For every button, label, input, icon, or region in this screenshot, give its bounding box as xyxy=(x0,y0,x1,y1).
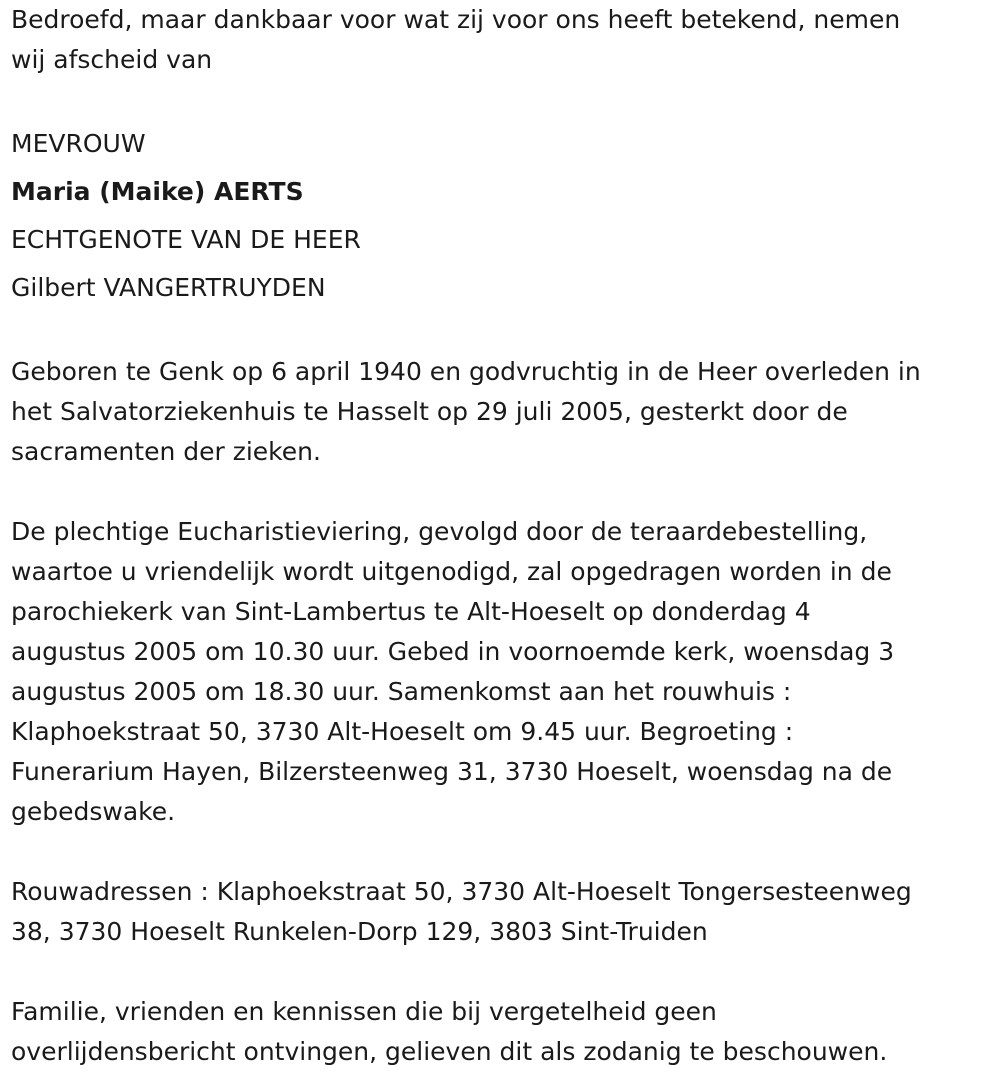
addresses-line: Rouwadressen : Klaphoekstraat 50, 3730 Alt-Hoeselt Tongersesteenweg xyxy=(11,877,912,906)
closing-paragraph xyxy=(11,992,991,1072)
birth-death-line: Geboren te Genk op 6 april 1940 en godvruchtig in de Heer overleden in xyxy=(11,357,921,386)
intro-line: wij afscheid van xyxy=(11,45,213,74)
spouse-name: Gilbert VANGERTRUYDEN xyxy=(11,273,326,302)
ceremony-line: parochiekerk van Sint-Lambertus te Alt-Hoeselt op donderdag 4 xyxy=(11,597,811,626)
paragraph-spacer xyxy=(11,312,991,352)
paragraph-spacer xyxy=(11,952,991,992)
ceremony-line: augustus 2005 om 18.30 uur. Samenkomst aan het rouwhuis : xyxy=(11,677,792,706)
closing-line: overlijdensbericht ontvingen, gelieven dit als zodanig te beschouwen. xyxy=(11,1037,888,1066)
paragraph-spacer xyxy=(11,832,991,872)
spouse-title: ECHTGENOTE VAN DE HEER xyxy=(11,225,361,254)
paragraph-spacer xyxy=(11,472,991,512)
obituary-document xyxy=(11,0,991,1072)
birth-death-line: het Salvatorziekenhuis te Hasselt op 29 juli 2005, gesterkt door de xyxy=(11,397,848,426)
intro-paragraph xyxy=(11,0,991,80)
ceremony-line: De plechtige Eucharistieviering, gevolgd door de teraardebestelling, xyxy=(11,517,868,546)
ceremony-line: gebedswake. xyxy=(11,797,176,826)
ceremony-paragraph xyxy=(11,512,991,832)
birth-death-paragraph xyxy=(11,352,991,472)
salutation: MEVROUW xyxy=(11,129,146,158)
deceased-name: Maria (Maike) AERTS xyxy=(11,177,304,206)
addresses-paragraph xyxy=(11,872,991,952)
ceremony-line: waartoe u vriendelijk wordt uitgenodigd, zal opgedragen worden in de xyxy=(11,557,892,586)
ceremony-line: Klaphoekstraat 50, 3730 Alt-Hoeselt om 9.45 uur. Begroeting : xyxy=(11,717,794,746)
birth-death-line: sacramenten der zieken. xyxy=(11,437,321,466)
addresses-line: 38, 3730 Hoeselt Runkelen-Dorp 129, 3803 Sint-Truiden xyxy=(11,917,708,946)
deceased-header xyxy=(11,120,991,312)
paragraph-spacer xyxy=(11,80,991,120)
closing-line: Familie, vrienden en kennissen die bij vergetelheid geen xyxy=(11,997,717,1026)
intro-line: Bedroefd, maar dankbaar voor wat zij voor ons heeft betekend, nemen xyxy=(11,5,901,34)
ceremony-line: augustus 2005 om 10.30 uur. Gebed in voornoemde kerk, woensdag 3 xyxy=(11,637,895,666)
ceremony-line: Funerarium Hayen, Bilzersteenweg 31, 3730 Hoeselt, woensdag na de xyxy=(11,757,893,786)
